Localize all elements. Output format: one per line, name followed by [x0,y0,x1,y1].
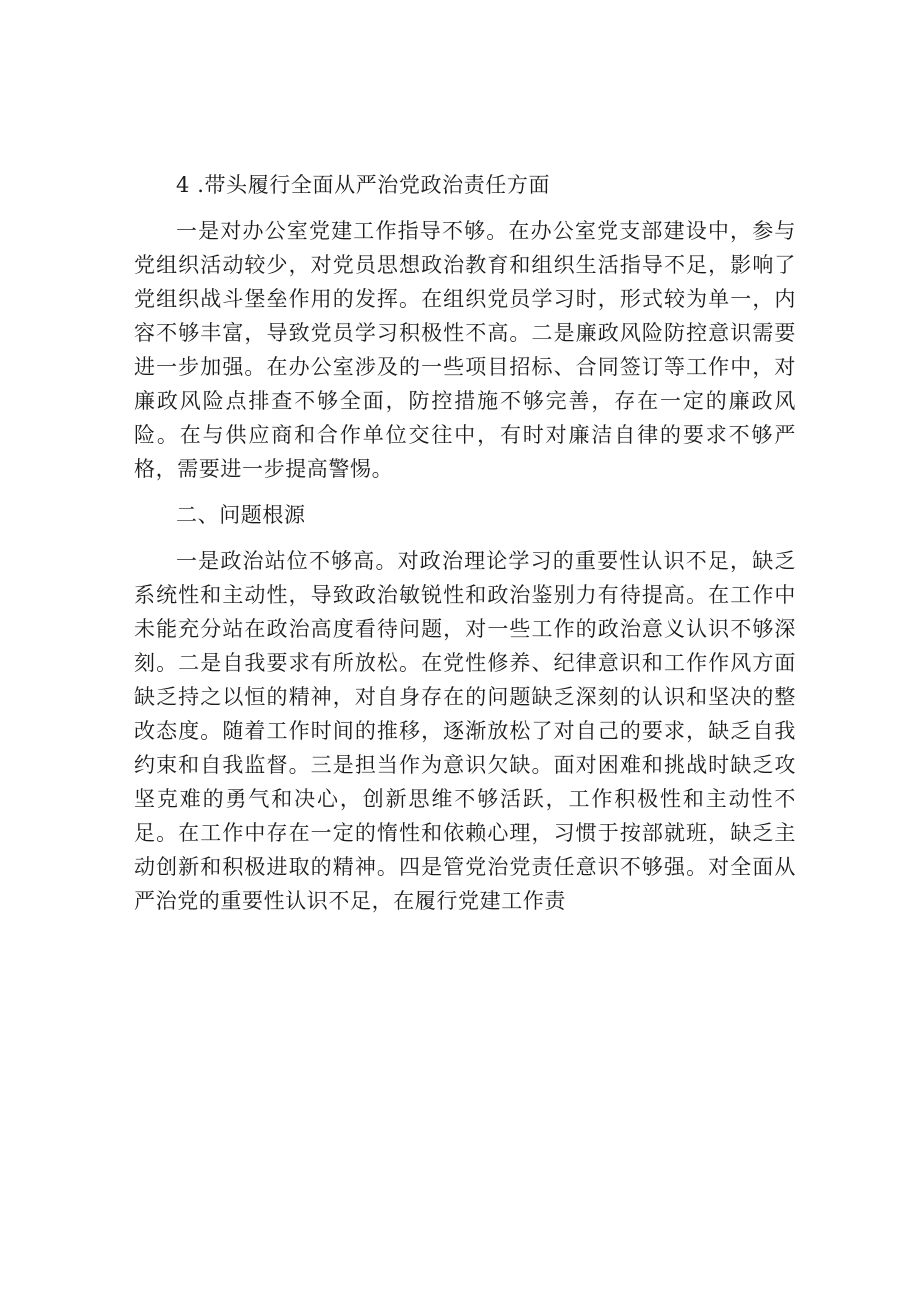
section-2-heading: 二、问题根源 [176,503,306,527]
section-2-paragraph: 一是政治站位不够高。对政治理论学习的重要性认识不足，缺乏系统性和主动性，导致政治敏锐性和政治鉴别力有待提高。在工作中未能充分站在政治高度看待问题，对一些工作的政治意义认识不够深刻。二是自我要求有所放松。在党性修养、纪律意识和工作作风方面缺乏持之以恒的精神，对自身存在的问题缺乏深刻的认识和坚决的整改态度。随着工作时间的推移，逐渐放松了对自己的要求，缺乏自我约束和自我监督。三是担当作为意识欠缺。面对困难和挑战时缺乏攻坚克难的勇气和决心，创新思维不够活跃，工作积极性和主动性不足。在工作中存在一定的惰性和依赖心理，习惯于按部就班，缺乏主动创新和积极进取的精神。四是管党治党责任意识不够强。对全面从严治党的重要性认识不足，在履行党建工作责 [134,549,796,913]
document-body [134,168,796,930]
section-4-heading: 4 .带头履行全面从严治党政治责任方面 [176,173,551,197]
section-4-paragraph: 一是对办公室党建工作指导不够。在办公室党支部建设中，参与党组织活动较少，对党员思想政治教育和组织生活指导不足，影响了党组织战斗堡垒作用的发挥。在组织党员学习时，形式较为单一，内容不够丰富，导致党员学习积极性不高。二是廉政风险防控意识需要进一步加强。在办公室涉及的一些项目招标、合同签订等工作中，对廉政风险点排查不够全面，防控措施不够完善，存在一定的廉政风险。在与供应商和合作单位交往中，有时对廉洁自律的要求不够严格，需要进一步提高警惕。 [134,219,796,481]
